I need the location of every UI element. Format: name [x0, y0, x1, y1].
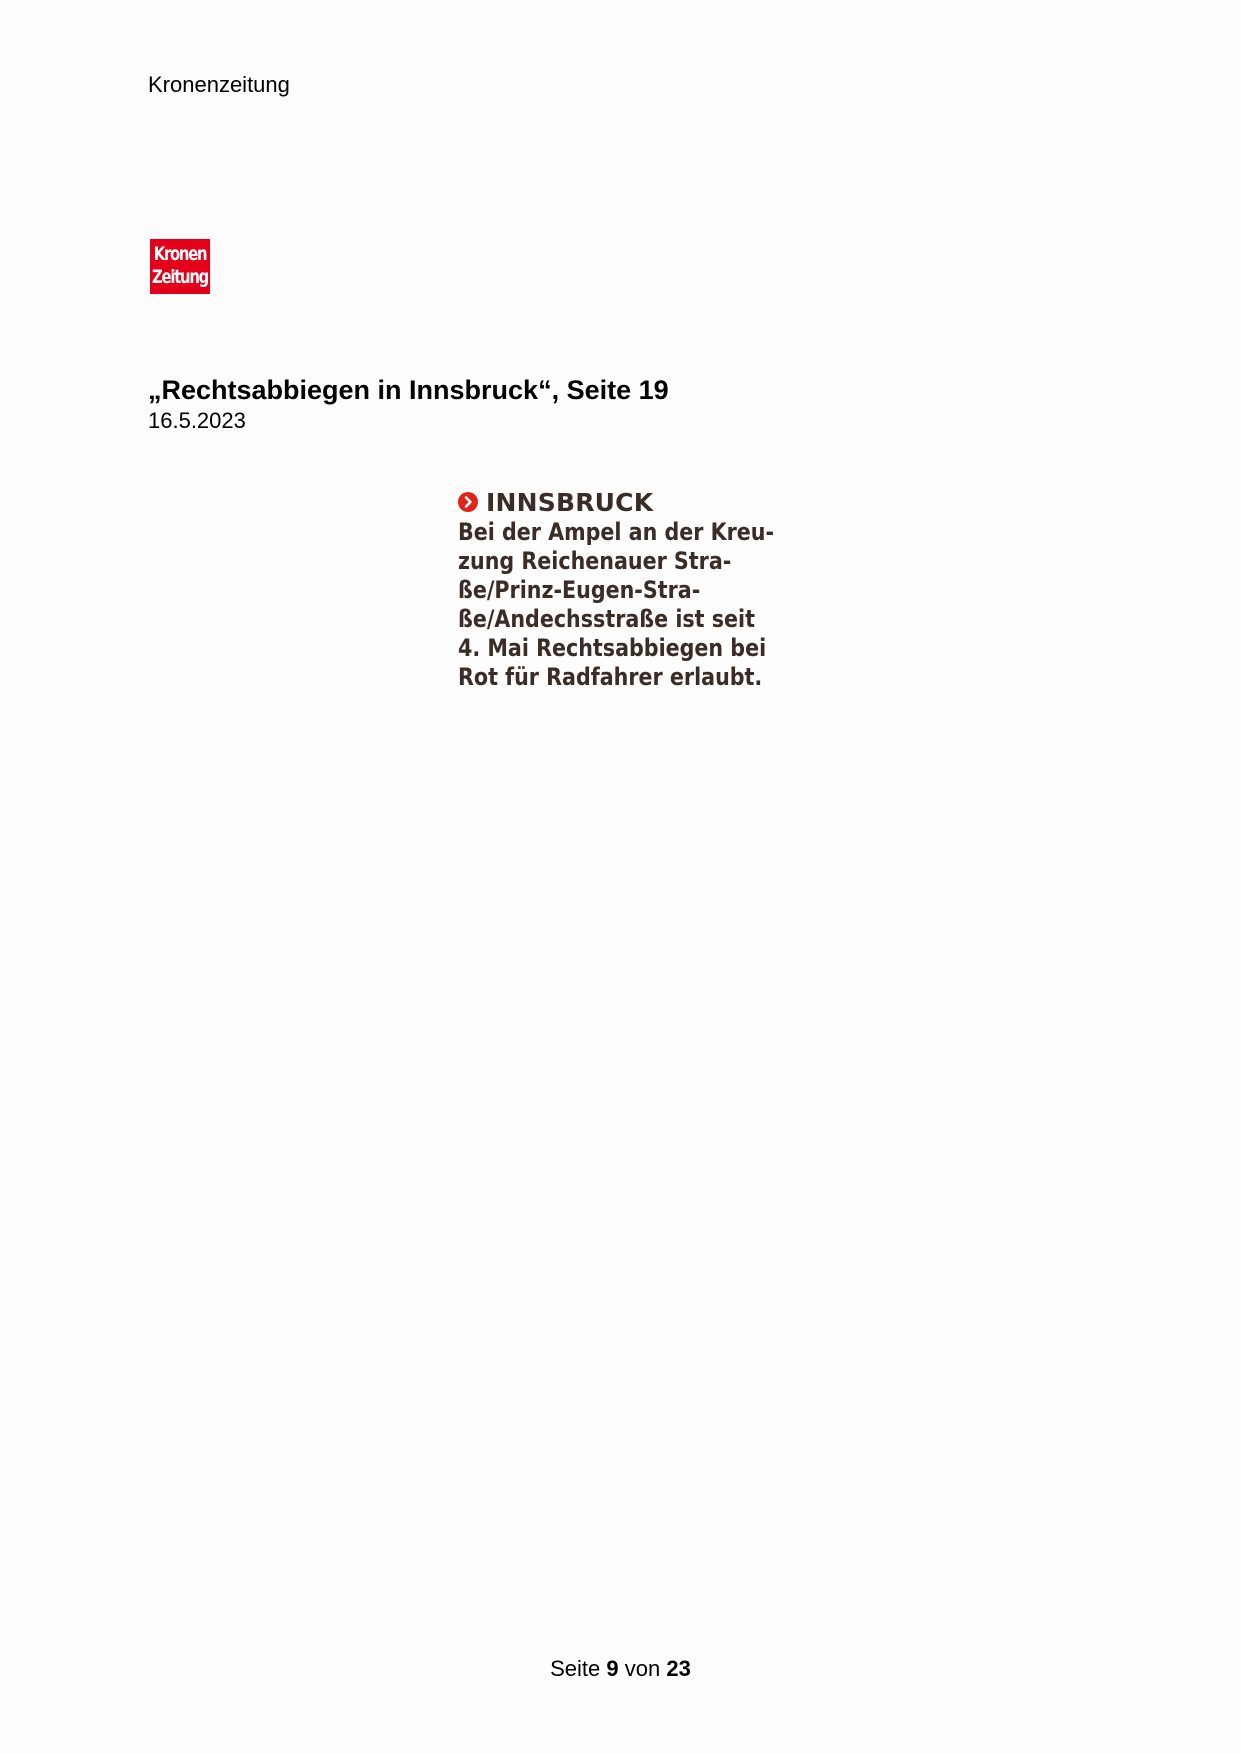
article-date: 16.5.2023	[148, 408, 246, 433]
document-source: Kronenzeitung	[148, 72, 290, 97]
clipping-line: 4. Mai Rechtsabbiegen bei	[458, 634, 767, 662]
clipping-line: ße/Andechsstraße ist seit	[458, 605, 755, 633]
clipping-line: Bei der Ampel an der Kreu-	[458, 518, 775, 546]
total-page-count: 23	[666, 1656, 691, 1681]
clipping-kicker	[458, 486, 798, 518]
clipping-body	[458, 518, 802, 692]
footer-middle: von	[624, 1656, 661, 1681]
clipping-line: Rot für Radfahrer erlaubt.	[458, 663, 763, 691]
kronen-zeitung-logo	[150, 239, 210, 294]
logo-line-1: Kronen	[153, 243, 207, 265]
clipping-location: INNSBRUCK	[486, 487, 654, 517]
article-title: „Rechtsabbiegen in Innsbruck“, Seite 19	[148, 375, 669, 405]
clipping-line: zung Reichenauer Stra-	[458, 547, 732, 575]
page-footer	[0, 1656, 1241, 1682]
clipping-line: ße/Prinz-Eugen-Stra-	[458, 576, 701, 604]
newspaper-clipping	[458, 486, 798, 692]
footer-prefix: Seite	[550, 1656, 601, 1681]
arrow-right-circle-icon	[458, 492, 478, 512]
current-page-number: 9	[606, 1656, 619, 1681]
logo-line-2: Zeitung	[152, 266, 209, 288]
